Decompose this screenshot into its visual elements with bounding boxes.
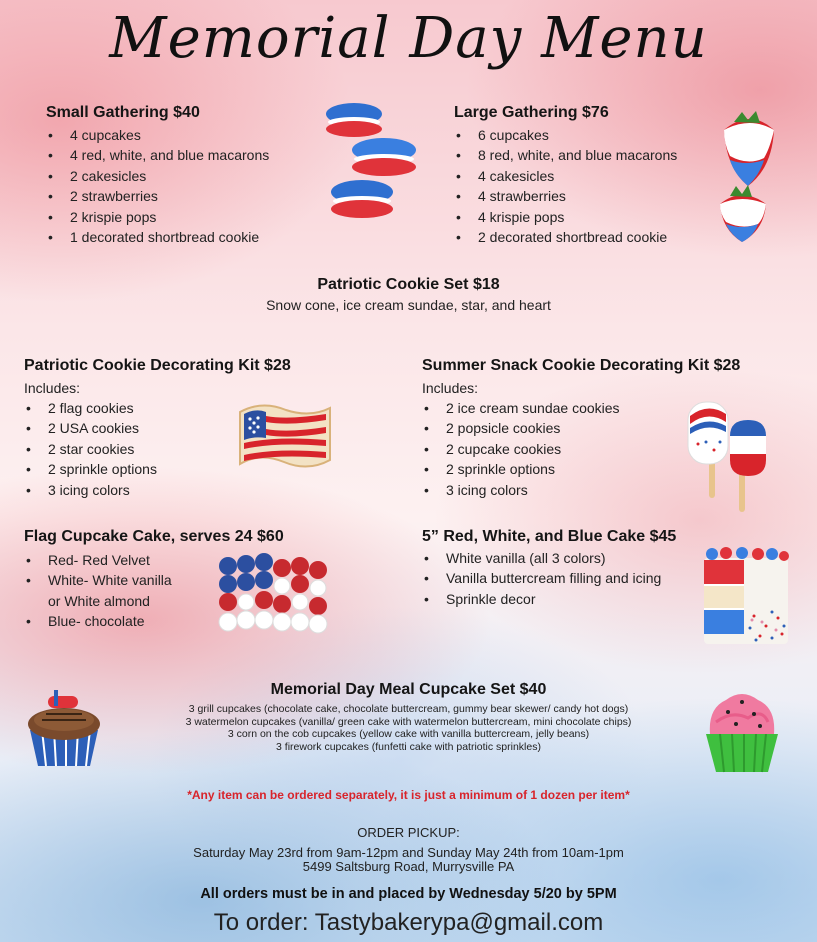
small-gathering-heading: Small Gathering $40 (46, 104, 200, 121)
large-gathering-heading: Large Gathering $76 (454, 104, 609, 121)
list-item: • 6 cupcakes (454, 125, 677, 145)
large-gathering-list (454, 125, 677, 247)
flag-cupcake-cake-icon (216, 552, 334, 642)
list-item: • 2 decorated shortbread cookie (454, 227, 677, 247)
layer-cake-icon (696, 546, 794, 650)
list-item: • 3 icing colors (422, 480, 620, 500)
list-item: • 4 cakesicles (454, 166, 677, 186)
meal-set-line: 3 corn on the cob cupcakes (yellow cake with vanilla buttercream, jelly beans) (227, 728, 590, 740)
order-deadline: All orders must be in and placed by Wednesday 5/20 by 5PM (200, 886, 617, 902)
pickup-times: Saturday May 23rd from 9am-12pm and Sunday May 24th from 10am-1pm (193, 845, 624, 860)
minimum-order-note: *Any item can be ordered separately, it is just a minimum of 1 dozen per item* (187, 788, 630, 802)
summer-kit-list (422, 398, 620, 500)
rwb-cake-list (422, 548, 661, 609)
list-item: • 4 red, white, and blue macarons (46, 145, 269, 165)
list-item: • White vanilla (all 3 colors) (422, 548, 661, 568)
list-item: • 2 sprinkle options (422, 459, 620, 479)
list-item: • 1 decorated shortbread cookie (46, 227, 269, 247)
list-item: • 3 icing colors (24, 480, 157, 500)
summer-kit-includes: Includes: (422, 380, 479, 396)
order-email: To order: Tastybakerypa@gmail.com (213, 909, 604, 936)
list-item: • Red- Red Velvet (24, 550, 172, 570)
list-item: • 2 cupcake cookies (422, 439, 620, 459)
list-item: • 2 USA cookies (24, 418, 157, 438)
list-item: • 2 popsicle cookies (422, 418, 620, 438)
grill-cupcake-icon (22, 690, 106, 770)
meal-set-line: 3 grill cupcakes (chocolate cake, chocolate buttercream, gummy bear skewer/ candy hot dogs) (188, 703, 629, 715)
flag-cake-heading: Flag Cupcake Cake, serves 24 $60 (24, 528, 284, 545)
rwb-cake-heading: 5” Red, White, and Blue Cake $45 (422, 528, 677, 545)
list-item: • 2 krispie pops (46, 207, 269, 227)
pickup-label: ORDER PICKUP: (357, 825, 460, 840)
patriotic-cookie-set-description: Snow cone, ice cream sundae, star, and heart (266, 297, 551, 313)
list-item: • 2 ice cream sundae cookies (422, 398, 620, 418)
strawberries-icon (712, 108, 782, 244)
patriotic-kit-heading: Patriotic Cookie Decorating Kit $28 (24, 357, 291, 374)
meal-set-heading: Memorial Day Meal Cupcake Set $40 (270, 681, 547, 698)
list-item: • Vanilla buttercream filling and icing (422, 568, 661, 588)
list-item: • 4 strawberries (454, 186, 677, 206)
list-item: • 2 star cookies (24, 439, 157, 459)
pickup-address: 5499 Saltsburg Road, Murrysville PA (302, 859, 515, 874)
list-item-continuation: or White almond (48, 592, 150, 609)
list-item: • 2 sprinkle options (24, 459, 157, 479)
list-item: • 2 strawberries (46, 186, 269, 206)
list-item: • Sprinkle decor (422, 589, 661, 609)
popsicle-cookies-icon (684, 398, 774, 514)
list-item: • Blue- chocolate (24, 611, 172, 631)
flag-cookie-icon (236, 402, 334, 474)
menu-title: Memorial Day Menu (109, 6, 708, 71)
list-item: • 8 red, white, and blue macarons (454, 145, 677, 165)
flag-cake-list (24, 550, 172, 632)
meal-set-line: 3 firework cupcakes (funfetti cake with patriotic sprinkles) (276, 740, 541, 753)
list-item: • 2 cakesicles (46, 166, 269, 186)
meal-set-line: 3 watermelon cupcakes (vanilla/ green cake with watermelon buttercream, mini chocolate chips) (185, 715, 632, 728)
list-item: • 2 flag cookies (24, 398, 157, 418)
small-gathering-list (46, 125, 269, 247)
macarons-icon (322, 100, 422, 226)
list-item: • 4 cupcakes (46, 125, 269, 145)
patriotic-cookie-set-heading: Patriotic Cookie Set $18 (317, 276, 500, 293)
patriotic-kit-list (24, 398, 157, 500)
summer-kit-heading: Summer Snack Cookie Decorating Kit $28 (422, 357, 741, 374)
list-item: • 4 krispie pops (454, 207, 677, 227)
list-item: • White- White vanilla (24, 570, 172, 590)
watermelon-cupcake-icon (702, 688, 782, 774)
patriotic-kit-includes: Includes: (24, 380, 81, 396)
